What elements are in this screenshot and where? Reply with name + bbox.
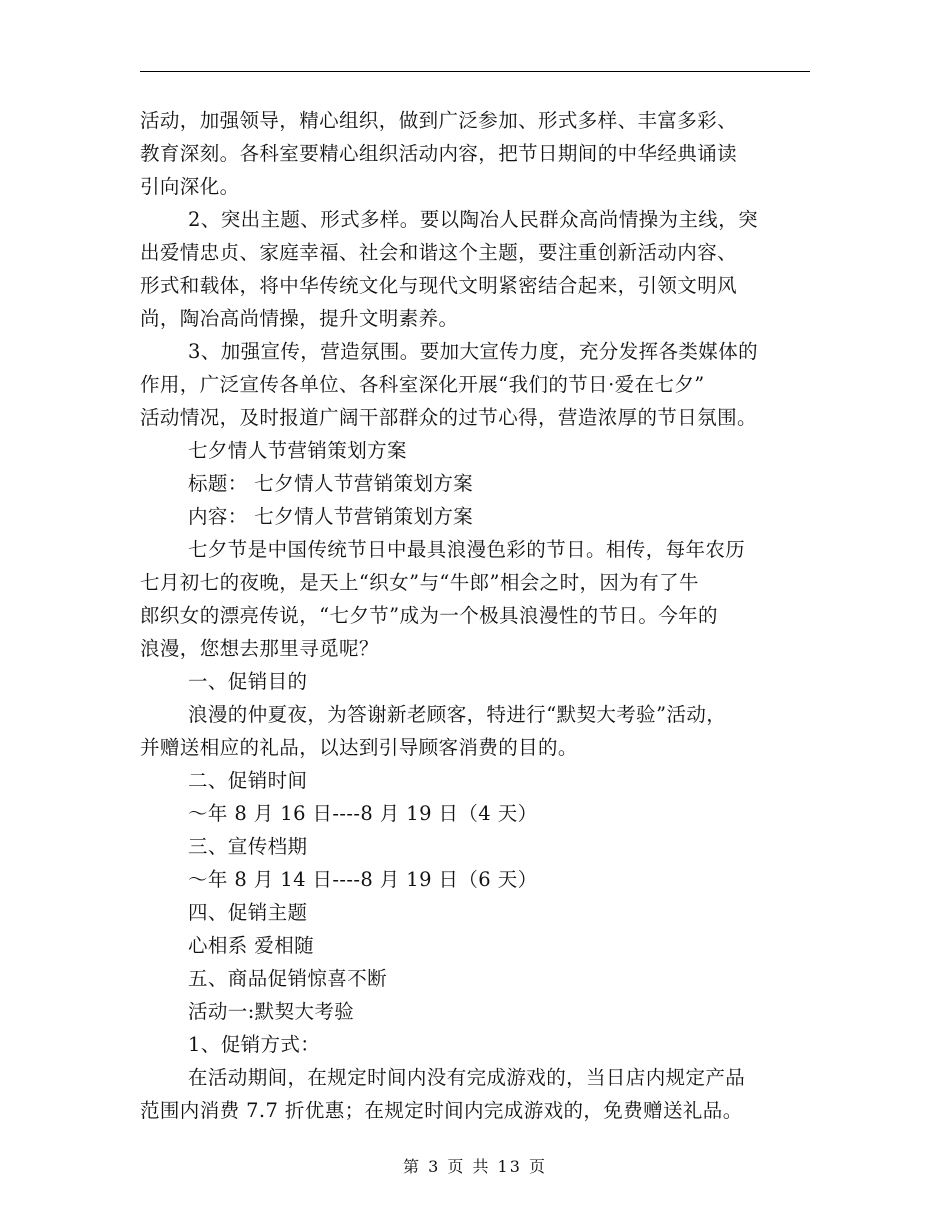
text-line: 心相系 爱相随 bbox=[188, 934, 314, 957]
text-line: 引向深化。 bbox=[140, 175, 240, 198]
text-line: 浪漫的仲夏夜，为答谢新老顾客，特进行“默契大考验”活动， bbox=[188, 703, 727, 726]
text-line: 郎织女的漂亮传说，“七夕节”成为一个极具浪漫性的节日。今年的 bbox=[140, 604, 718, 627]
text-line: 2、突出主题、形式多样。要以陶冶人民群众高尚情操为主线，突 bbox=[188, 208, 759, 231]
text-line: ～年 8 月 16 日----8 月 19 日（4 天） bbox=[188, 802, 538, 825]
text-line: 三、宣传档期 bbox=[188, 835, 308, 858]
text-line: ～年 8 月 14 日----8 月 19 日（6 天） bbox=[188, 868, 538, 891]
text-line: 教育深刻。各科室要精心组织活动内容，把节日期间的中华经典诵读 bbox=[140, 142, 738, 165]
text-line: 内容： 七夕情人节营销策划方案 bbox=[188, 505, 474, 528]
text-line: 活动，加强领导，精心组织，做到广泛参加、形式多样、丰富多彩、 bbox=[140, 109, 738, 132]
text-line: 出爱情忠贞、家庭幸福、社会和谐这个主题，要注重创新活动内容、 bbox=[140, 241, 738, 264]
text-line: 一、促销目的 bbox=[188, 670, 308, 693]
text-line: 浪漫，您想去那里寻觅呢？ bbox=[140, 637, 379, 660]
text-line: 并赠送相应的礼品，以达到引导顾客消费的目的。 bbox=[140, 736, 578, 759]
text-line: 活动情况，及时报道广阔干部群众的过节心得，营造浓厚的节日氛围。 bbox=[140, 406, 757, 429]
text-line: 形式和载体，将中华传统文化与现代文明紧密结合起来，引领文明风 bbox=[140, 274, 738, 297]
text-line: 3、加强宣传，营造氛围。要加大宣传力度，充分发挥各类媒体的 bbox=[188, 340, 759, 363]
header-rule bbox=[140, 71, 810, 72]
text-line: 标题： 七夕情人节营销策划方案 bbox=[188, 472, 474, 495]
text-line: 作用，广泛宣传各单位、各科室深化开展“我们的节日·爱在七夕” bbox=[140, 373, 705, 396]
text-line: 活动一:默契大考验 bbox=[188, 1000, 355, 1023]
text-line: 七月初七的夜晚，是天上“织女”与“牛郎”相会之时，因为有了牛 bbox=[140, 571, 699, 594]
text-line: 二、促销时间 bbox=[188, 769, 308, 792]
text-line: 在活动期间，在规定时间内没有完成游戏的，当日店内规定产品 bbox=[188, 1066, 746, 1089]
text-line: 1、促销方式： bbox=[188, 1033, 321, 1056]
text-line: 七夕节是中国传统节日中最具浪漫色彩的节日。相传，每年农历 bbox=[188, 538, 746, 561]
document-body bbox=[140, 104, 812, 1127]
text-line: 七夕情人节营销策划方案 bbox=[188, 439, 407, 462]
text-line: 五、商品促销惊喜不断 bbox=[188, 967, 388, 990]
text-line: 四、促销主题 bbox=[188, 901, 308, 924]
text-line: 范围内消费 7.7 折优惠；在规定时间内完成游戏的，免费赠送礼品。 bbox=[140, 1099, 743, 1122]
page-number: 第 3 页 共 13 页 bbox=[403, 1157, 547, 1176]
text-line: 尚，陶冶高尚情操，提升文明素养。 bbox=[140, 307, 459, 330]
